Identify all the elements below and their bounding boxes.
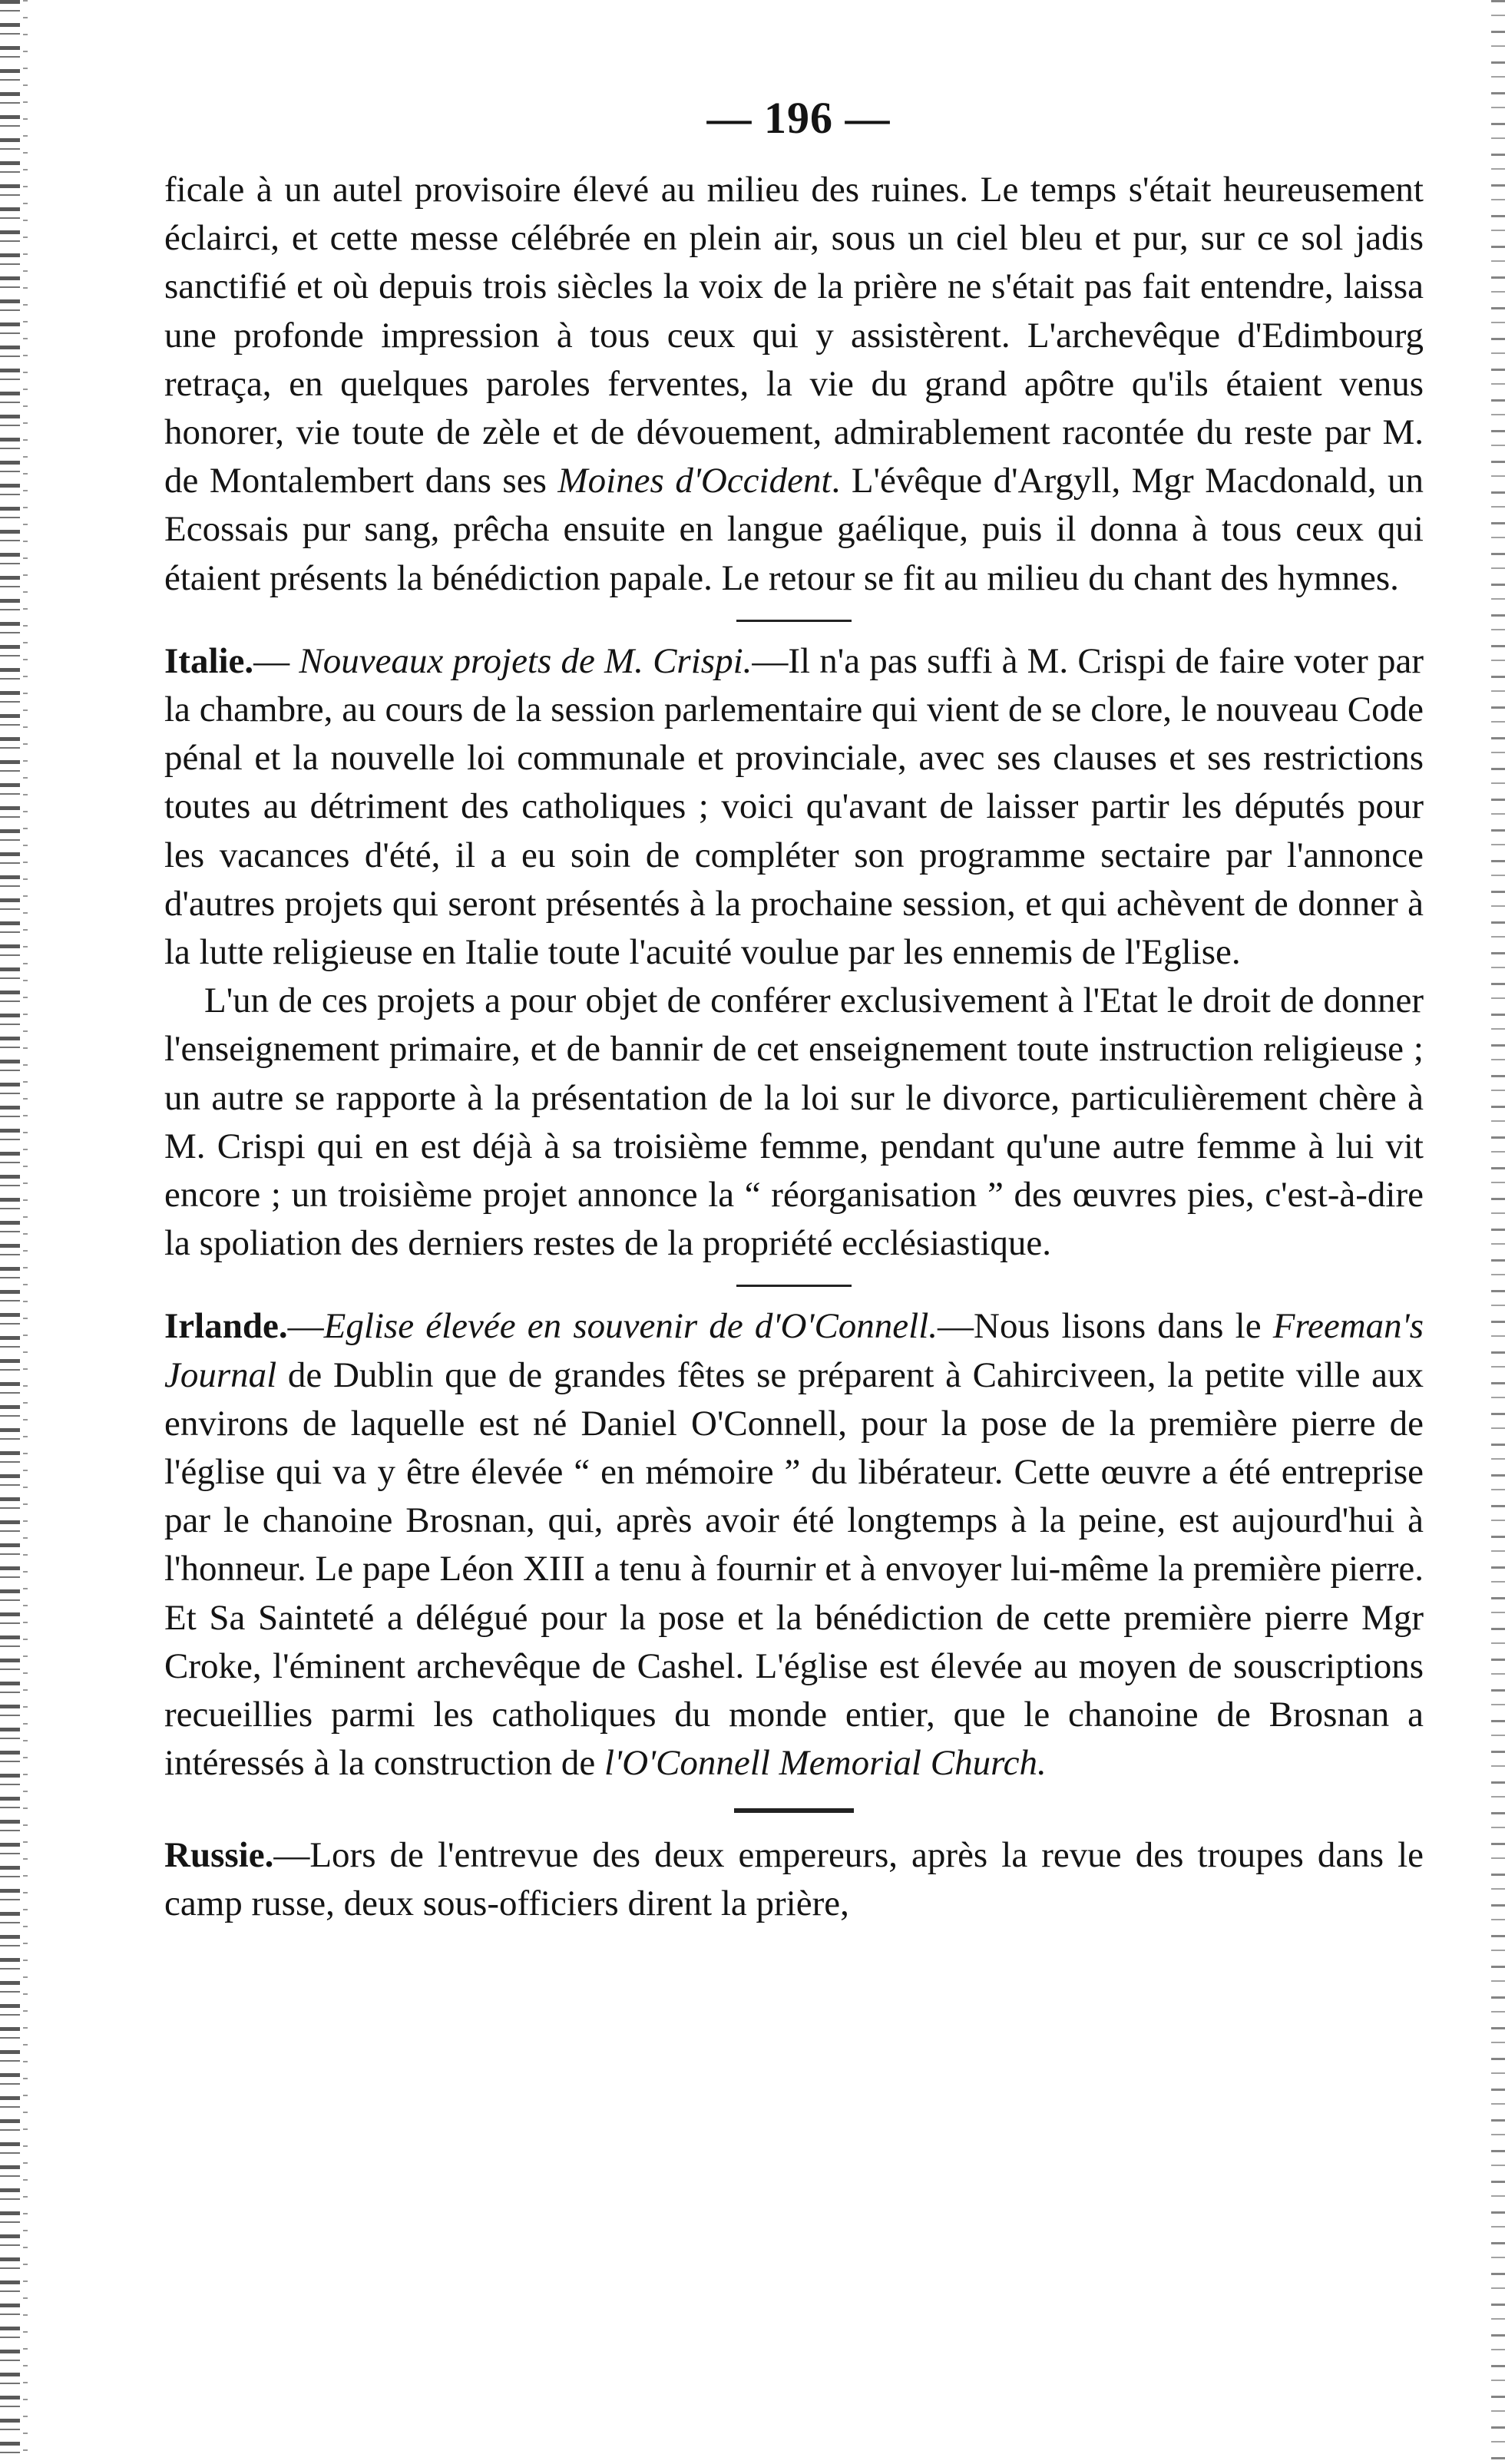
section-divider [736,1285,852,1287]
paragraph-irlande: Irlande.—Eglise élevée en souvenir de d'O'Connell.—Nous lisons dans le Freeman's Journal de Dublin que de grandes fêtes se préparent à Cahirciveen, la petite ville aux environs de laquelle est né Daniel O'Connell, pour la pose de la première pierre de l'église qui va y être élevée “ en mémoire ” du libérateur. Cette œuvre a été entreprise par le chanoine Brosnan, qui, après avoir été longtemps à la peine, est aujourd'hui à l'honneur. Le pape Léon XIII a tenu à fournir et à envoyer lui-même la première pierre. Et Sa Sainteté a délégué pour la pose et la bénédiction de cette première pierre Mgr Croke, l'éminent archevêque de Cashel. L'église est élevée au moyen de souscriptions recueillies parmi les catholiques du monde entier, que le chanoine de Brosnan a intéressés à la construction de l'O'Connell Memorial Church. [164,1306,1424,1784]
paragraph-russie [164,1831,1424,1928]
paragraph-italie-2-text: L'un de ces projets a pour objet de conférer exclusivement à l'Etat le droit de donner l'enseignement primaire, et de bannir de cet enseignement toute instruction religieuse ; un autre se rapporte à la présentation de la loi sur le divorce, particulièrement chère à M. Crispi qui en est déjà à sa troisième femme, pendant qu'une autre femme à lui vit encore ; un troisième projet annonce la “ réorganisation ” des œuvres pies, c'est-à-dire la spoliation des derniers restes de la propriété ecclésiastique. [164,981,1424,1264]
scan-left-edge [0,0,20,2464]
paragraph-irlande-text-b: de Dublin que de grandes fêtes se préparent à Cahirciveen, la petite ville aux environs de laquelle est né Daniel O'Connell, pour la pose de la première pierre de l'église qui va y être élevée “ en mémoire ” du libérateur. Cette œuvre a été entreprise par le chanoine Brosnan, qui, après avoir été longtemps à la peine, est aujourd'hui à l'honneur. Le pape Léon XIII a tenu à fournir et à envoyer lui-même la première pierre. Et Sa Sainteté a délégué pour la pose et la bénédiction de cette première pierre Mgr Croke, l'éminent archevêque de Cashel. L'église est élevée au moyen de souscriptions recueillies parmi les catholiques du monde entier, que le chanoine de Brosnan a intéressés à la construction de [164,1354,1424,1784]
page-number: — 196 — [706,93,891,143]
section-divider [736,620,852,622]
paragraph-irlande-text-a: —Nous lisons dans le [938,1306,1273,1347]
section-label-russie: Russie. [164,1834,274,1875]
paragraph-italie-text: —Il n'a pas suffi à M. Crispi de faire voter par la chambre, au cours de la session parlementaire qui vient de se clore, le nouveau Code pénal et la nouvelle loi communale et provinciale, avec ses clauses et ses restrictions toutes au détriment des catholiques ; voici qu'avant de laisser partir les députés pour les vacances d'été, il a eu soin de compléter son programme sectaire par l'annonce d'autres projets qui seront présentés à la prochaine session, et qui achèvent de donner à la lutte religieuse en Italie toute l'acuité voulue par les ennemis de l'Eglise. [164,640,1424,973]
church-name: l'O'Connell Memorial Church. [604,1743,1047,1784]
section-label-italie: Italie. [164,640,254,681]
section-divider-heavy [734,1808,854,1813]
paragraph-ecosse-end: . L'évêque d'Argyll, Mgr Macdonald, un Ecossais pur sang, prêcha ensuite en langue gaélique, puis il donna à tous ceux qui étaient présents la bénédiction papale. Le retour se fit au milieu du chant des hymnes. [164,461,1424,598]
body-text [164,166,1424,1928]
page-number-value: 196 [764,93,833,143]
book-title-moines: Moines d'Occident [557,461,832,501]
journal-name: Freeman's Journal [164,1306,1424,1395]
paragraph-russie-text: —Lors de l'entrevue des deux empereurs, après la revue des troupes dans le camp russe, deux sous-officiers dirent la prière, [164,1834,1424,1923]
scan-right-edge [1491,0,1505,2464]
paragraph-ecosse [164,166,1424,603]
paragraph-italie: Italie.— Nouveaux projets de M. Crispi.—Il n'a pas suffi à M. Crispi de faire voter par la chambre, au cours de la session parlementaire qui vient de se clore, le nouveau Code pénal et la nouvelle loi communale et provinciale, avec ses clauses et ses restrictions toutes au détriment des catholiques ; voici qu'avant de laisser partir les députés pour les vacances d'été, il a eu soin de compléter son programme sectaire par l'annonce d'autres projets qui seront présentés à la prochaine session, et qui achèvent de donner à la lutte religieuse en Italie toute l'acuité voulue par les ennemis de l'Eglise. [164,640,1424,973]
section-title-italie: Nouveaux projets de M. Crispi. [299,640,752,681]
section-title-irlande: Eglise élevée en souvenir de d'O'Connell. [323,1306,938,1347]
paragraph-italie-2 [164,977,1424,1268]
paragraph-ecosse-text: ficale à un autel provisoire élevé au milieu des ruines. Le temps s'était heureusement éclairci, et cette messe célébrée en plein air, sous un ciel bleu et pur, sur ce sol jadis sanctifié et où depuis trois siècles la voix de la prière ne s'était pas fait entendre, laissa une profonde impression à tous ceux qui y assistèrent. L'archevêque d'Edimbourg retraça, en quelques paroles ferventes, la vie du grand apôtre qu'ils étaient venus honorer, vie toute de zèle et de dévouement, admirablement racontée du reste par M. de Montalembert dans ses [164,170,1424,501]
section-label-irlande: Irlande. [164,1306,288,1347]
scan-left-edge-dots [23,0,28,2464]
